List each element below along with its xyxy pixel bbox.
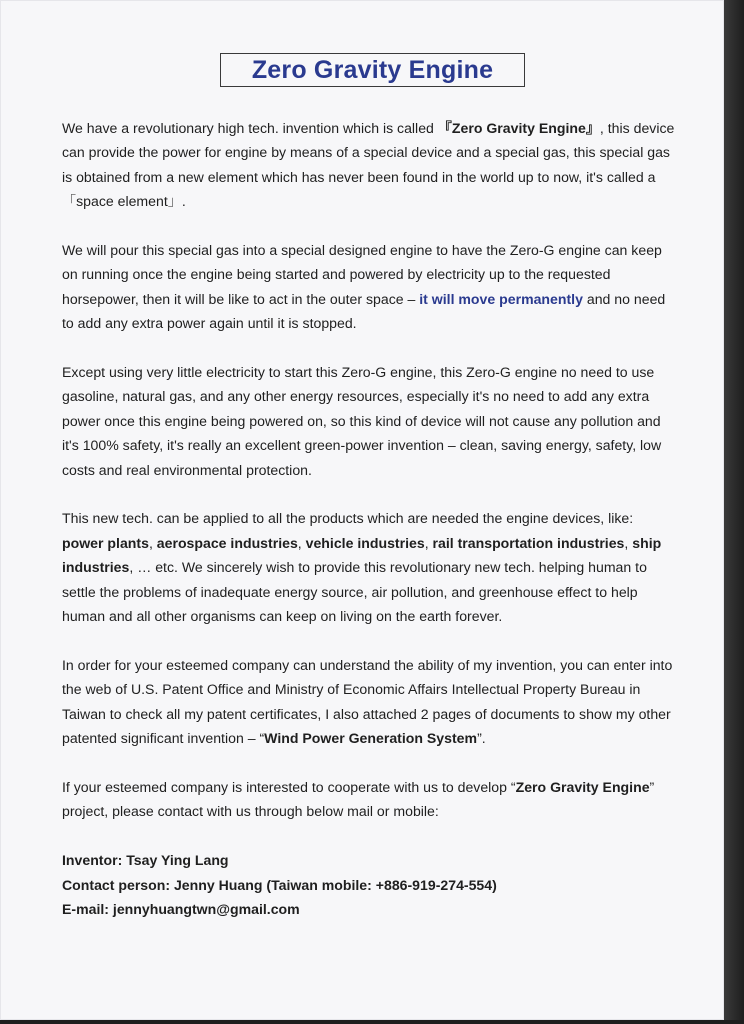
paragraph-applications	[62, 506, 676, 628]
cooperation-text-2: ” project, please contact with us through below mail or mobile:	[62, 778, 655, 820]
scan-border-bottom	[0, 1020, 744, 1024]
applications-text-2: , … etc. We sincerely wish to provide this revolutionary new tech. helping human to settle the problems of inadequate energy source, air pollution, and greenhouse effect to help human and all other organisms can keep on living on the earth forever.	[62, 559, 647, 625]
paragraph-cooperation	[62, 775, 676, 824]
patents-text-1: In order for your esteemed company can understand the ability of my invention, you can enter into the web of U.S. Patent Office and Ministry of Economic Affairs Intellectual Property Bureau in Taiwan to check all my patent certificates, I also attached 2 pages of documents to show my other patented significant invention – “	[62, 656, 673, 747]
application-rail: rail transportation industries	[432, 534, 625, 551]
application-power-plants: power plants	[62, 534, 149, 551]
paragraph-benefits: Except using very little electricity to start this Zero-G engine, this Zero-G engine no need to use gasoline, natural gas, and any other energy resources, especially it's no need to add any extra power once this engine being powered on, so this kind of device will not cause any pollution and it's 100% safety, it's really an excellent green-power invention – clean, saving energy, safety, low costs and real environmental protection.	[62, 364, 662, 478]
applications-text-1: This new tech. can be applied to all the products which are needed the engine devices, like:	[62, 510, 634, 527]
cooperation-product-name: Zero Gravity Engine	[515, 778, 650, 795]
paragraph-patents	[62, 653, 676, 751]
contact-inventor: Inventor: Tsay Ying Lang	[62, 852, 229, 869]
contact-block	[62, 848, 676, 921]
application-aerospace: aerospace industries	[156, 534, 298, 551]
contact-email: E-mail: jennyhuangtwn@gmail.com	[62, 900, 300, 917]
document-body	[62, 116, 676, 921]
intro-text-2: , this device can provide the power for engine by means of a special device and a special gas, this special gas is obtained from a new element which has never been found in the world up to now, it's called a「space element」.	[62, 120, 675, 210]
operation-text-1: We will pour this special gas into a special designed engine to have the Zero-G engine can keep on running once the engine being started and powered by electricity up to the requested horsepower, then it will be like to act in the outer space –	[62, 242, 662, 307]
operation-highlight: it will move permanently	[419, 290, 583, 307]
title-box	[220, 53, 525, 87]
cooperation-text-1: If your esteemed company is interested to cooperate with us to develop “	[62, 778, 516, 795]
application-vehicle: vehicle industries	[305, 534, 425, 551]
separator: ,	[148, 534, 157, 551]
intro-product-name: 『Zero Gravity Engine』	[437, 120, 600, 136]
paragraph-intro	[62, 116, 676, 214]
operation-text-2: and no need to add any extra power again until it is stopped.	[62, 290, 666, 332]
patents-text-2: ”.	[477, 730, 486, 747]
separator: ,	[424, 534, 433, 551]
application-ship: ship industries	[62, 534, 662, 576]
patents-invention-name: Wind Power Generation System	[264, 730, 478, 747]
contact-person: Contact person: Jenny Huang (Taiwan mobile: +886-919-274-554)	[62, 876, 497, 893]
separator: ,	[297, 534, 306, 551]
separator: ,	[624, 534, 633, 551]
intro-text-1: We have a revolutionary high tech. invention which is called	[62, 120, 438, 136]
scan-border-right	[724, 0, 744, 1024]
paragraph-operation	[62, 238, 676, 336]
document-title: Zero Gravity Engine	[251, 55, 494, 84]
